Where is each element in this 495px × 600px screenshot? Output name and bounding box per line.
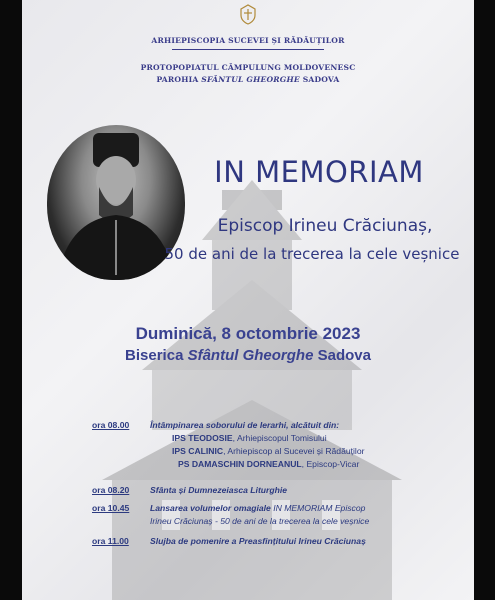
subtitle-bishop: Episcop Irineu Crăciunaș, [217,216,433,236]
event-place: Biserica Sfântul Gheorghe Sadova [125,347,371,364]
program-time: ora 11.00 [92,536,129,546]
program-time: ora 10.45 [92,503,130,513]
poster: ARHIEPISCOPIA SUCEVEI ȘI RĂDĂUȚILOR PROTOPOPIATUL CÂMPULUNG MOLDOVENESC PAROHIA SFÂNTUL GHEORGHE SADOVA IN MEMORIAM Episcop Irineu Crăciunaș, 50 de ani de la trecerea la cele veșnice Duminică, 8 octombrie 2023 Biserica Sfântul Gheorghe Sadova ora 08.00 Întâmpinarea soborului de Ierarhi, alcătuit din: IPS TEODOSIE, Arhiepiscopul Tomisului IPS CALINIC, Arhiepiscop al Sucevei și Rădăuților PS DAMASCHIN DORNEANUL, Episcop-Vicar ora 08.20 Sfânta și Dumnezeiasca Liturghie ora 10.45 Lansarea volumelor omagiale IN MEMORIAM Episcop Irineu Crăciunaș - 50 de ani de la trecerea la cele veșnice ora 11.00 Slujba de pomenire a Preasfințitului Irineu Crăciunaș [22,0,474,600]
program-time: ora 08.00 [92,420,130,430]
subtitle-anniversary: 50 de ani de la trecerea la cele veșnice [164,245,460,263]
protopopiat-name: PROTOPOPIATUL CÂMPULUNG MOLDOVENESC [140,63,356,72]
program-time: ora 08.20 [92,485,130,495]
parish-name: PAROHIA SFÂNTUL GHEORGHE SADOVA [156,75,340,84]
diocese-crest-icon [237,3,259,25]
header-divider [172,49,324,50]
event-date: Duminică, 8 octombrie 2023 [135,324,361,343]
page-title: IN MEMORIAM [214,155,424,189]
diocese-name: ARHIEPISCOPIA SUCEVEI ȘI RĂDĂUȚILOR [151,36,345,45]
